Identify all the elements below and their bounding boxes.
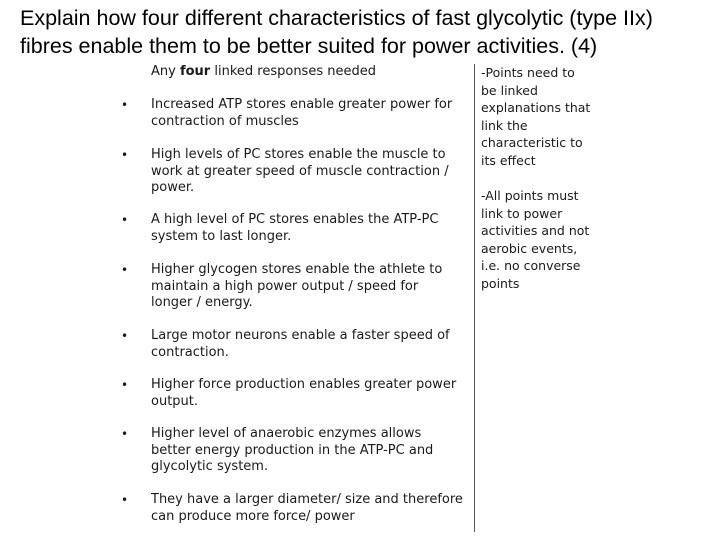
bullet-icon: • (121, 213, 129, 227)
note-power-activities: -All points must link to power activities and not aerobic events, i.e. no converse points (481, 188, 590, 291)
point-text: A high level of PC stores enables the ATP-PC system to last longer. (151, 212, 439, 244)
question-heading: Explain how four different characteristics of fast glycolytic (type IIx) fibres enable them to be better suited for power activities. (4) (20, 6, 653, 58)
point-text: Higher glycogen stores enable the athlete to maintain a high power output / speed for longer / energy. (151, 262, 443, 311)
point-text: High levels of PC stores enable the muscle to work at greater speed of muscle contraction / power. (151, 147, 449, 196)
note-linked-explanations: -Points need to be linked explanations that link the characteristic to its effect (481, 65, 591, 168)
bullet-icon: • (121, 493, 129, 507)
list-item (118, 377, 463, 410)
list-item (118, 97, 463, 130)
list-item (118, 492, 463, 525)
list-item (118, 262, 463, 312)
notes-column (481, 64, 591, 292)
point-text: They have a larger diameter/ size and therefore can produce more force/ power (151, 492, 463, 524)
bullet-icon: • (121, 427, 129, 441)
bullet-icon: • (121, 329, 129, 343)
list-item (118, 426, 463, 476)
point-text: Large motor neurons enable a faster speed of contraction. (151, 328, 450, 360)
bullet-icon: • (121, 98, 129, 112)
bullet-icon: • (121, 263, 129, 277)
mark-scheme-intro (151, 64, 376, 81)
point-text: Increased ATP stores enable greater power for contraction of muscles (151, 97, 453, 129)
mark-scheme (118, 64, 478, 532)
point-text: Higher force production enables greater power output. (151, 377, 457, 409)
bullet-icon: • (121, 148, 129, 162)
bullet-icon: • (121, 378, 129, 392)
list-item (118, 147, 463, 197)
intro-bold: four (179, 64, 211, 79)
list-item (118, 212, 463, 245)
intro-prefix: Any (151, 64, 180, 79)
point-text: Higher level of anaerobic enzymes allows better energy production in the ATP-PC and glycolytic system. (151, 426, 434, 475)
column-divider (474, 64, 475, 532)
list-item (118, 328, 463, 361)
intro-suffix: linked responses needed (210, 64, 376, 79)
